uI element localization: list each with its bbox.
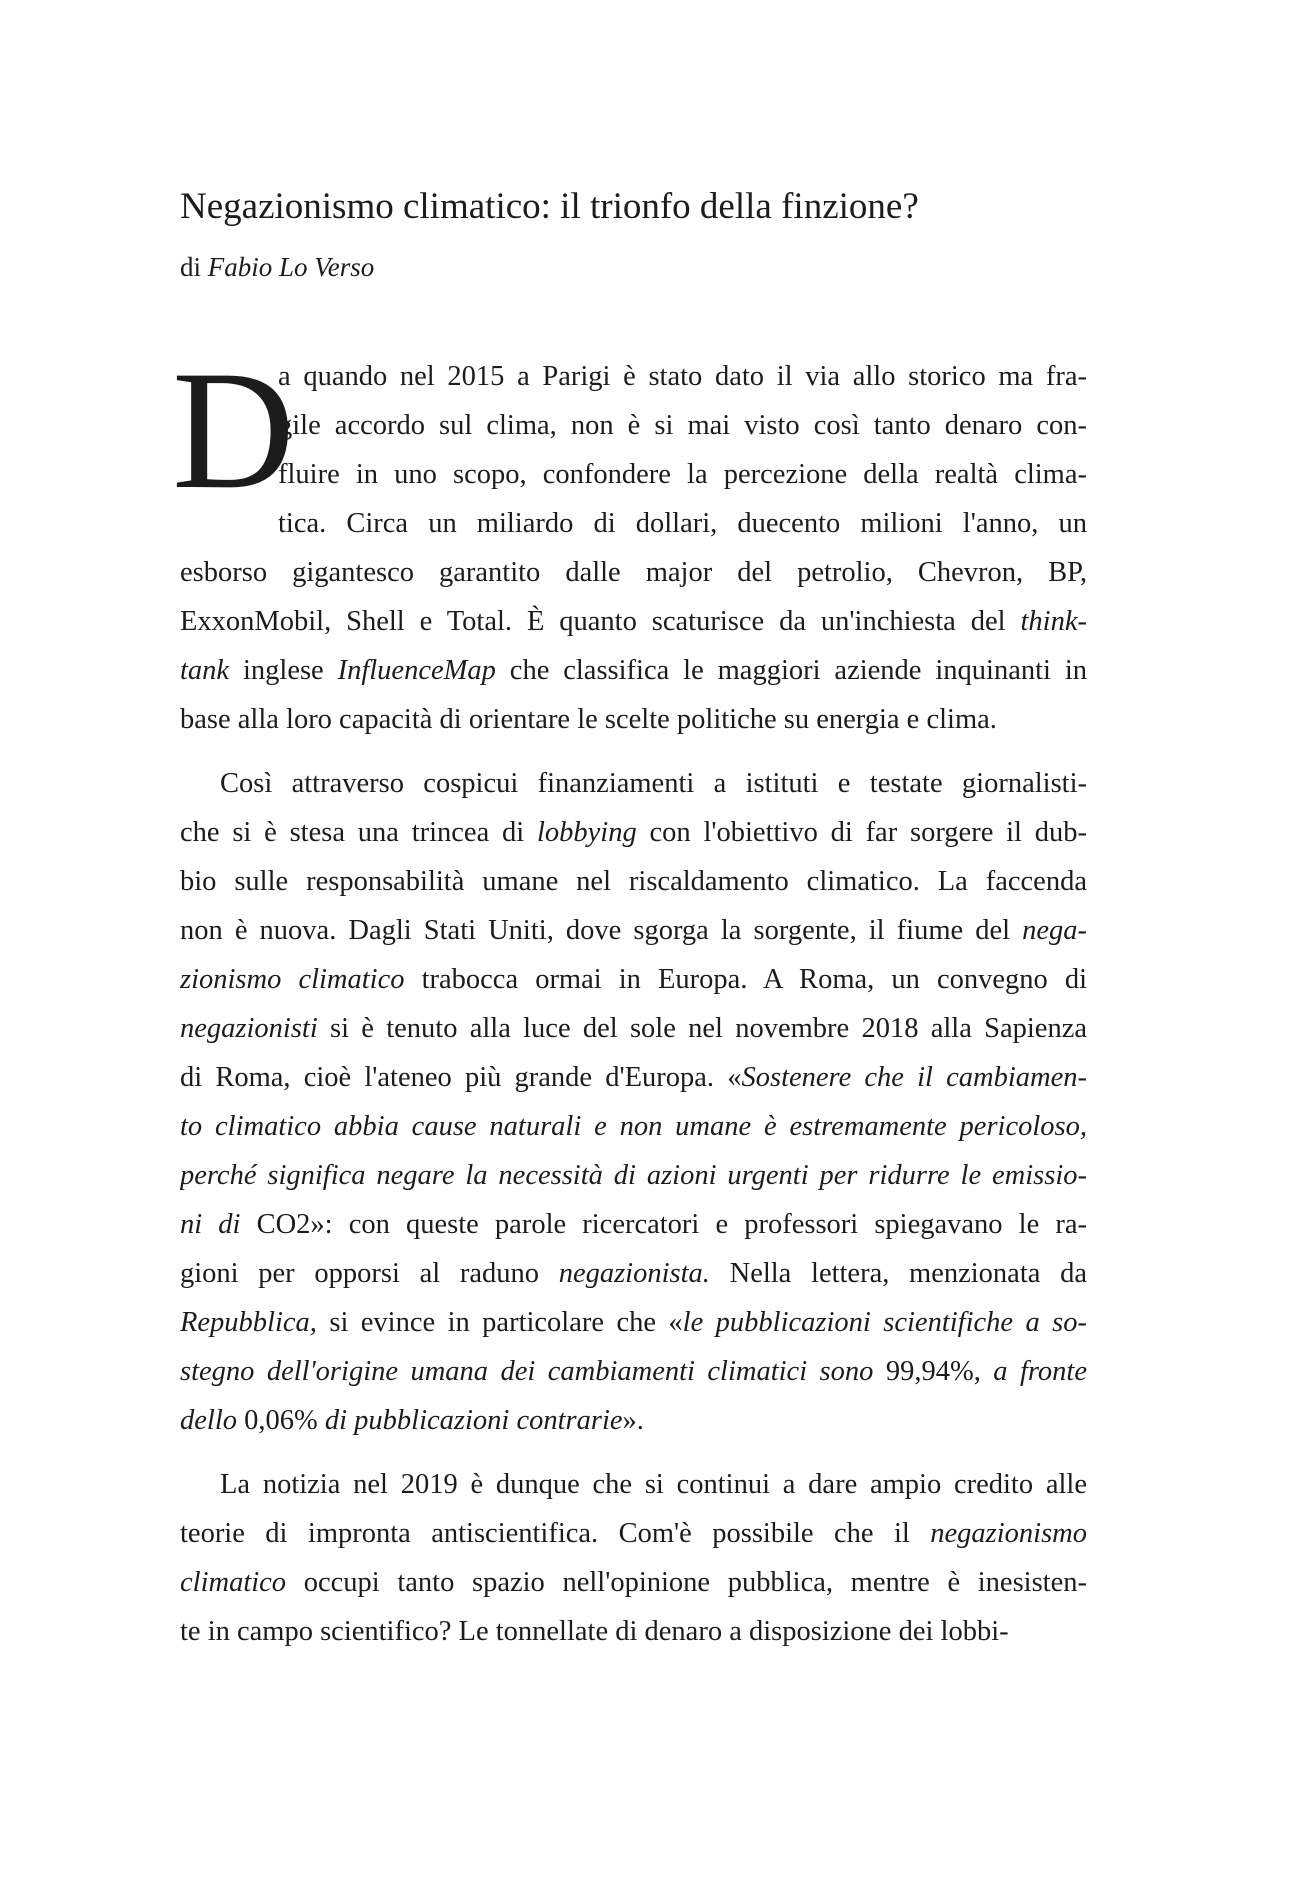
text-line: [180, 808, 1087, 857]
text-run: che si è stesa una trincea di: [180, 817, 537, 848]
italic-run: think-: [1020, 606, 1087, 637]
text-line: [278, 401, 1087, 450]
text-run: a quando nel 2015 a Parigi è stato dato il via allo storico ma fra-: [278, 361, 1087, 392]
drop-cap: D: [172, 336, 295, 524]
text-line: [180, 1249, 1087, 1298]
italic-run: stegno dell'origine umana dei cambiamenti climatici sono: [180, 1356, 874, 1387]
text-line: [278, 499, 1087, 548]
text-line: [180, 1509, 1087, 1558]
text-line: [180, 1200, 1087, 1249]
author-name: Fabio Lo Verso: [207, 252, 375, 282]
text-run: base alla loro capacità di orientare le scelte politiche su energia e clima.: [180, 704, 997, 735]
text-line: [180, 597, 1087, 646]
italic-run: climatico: [180, 1567, 287, 1598]
text-run: non è nuova. Dagli Stati Uniti, dove sgorga la sorgente, il fiume del: [180, 915, 1023, 946]
italic-run: Repubblica,: [180, 1307, 317, 1338]
text-run: teorie di impronta antiscientifica. Com'è possibile che il: [180, 1518, 931, 1549]
text-line: [278, 450, 1087, 499]
text-run: 99,94%,: [873, 1356, 994, 1387]
text-line: [180, 1558, 1087, 1607]
text-run: occupi tanto spazio nell'opinione pubblica, mentre è inesisten-: [286, 1567, 1087, 1598]
italic-run: tank: [180, 655, 230, 686]
italic-run: negazionista.: [558, 1258, 710, 1289]
text-run: ».: [622, 1405, 644, 1436]
text-line: [180, 1053, 1087, 1102]
italic-run: Sostenere che il cambiamen-: [741, 1062, 1087, 1093]
text-line: [180, 1298, 1087, 1347]
text-run: con l'obiettivo di far sorgere il dub-: [636, 817, 1087, 848]
text-run: si evince in particolare che «: [316, 1307, 683, 1338]
italic-run: negazionisti: [180, 1013, 318, 1044]
text-line: [180, 857, 1087, 906]
text-run: di Roma, cioè l'ateneo più grande d'Europa. «: [180, 1062, 742, 1093]
paragraph-gap: [180, 744, 1087, 759]
text-run: Così attraverso cospicui finanziamenti a istituti e testate giornalisti-: [220, 768, 1087, 799]
paragraph: [180, 1460, 1087, 1656]
text-run: inglese: [229, 655, 338, 686]
italic-run: lobbying: [536, 817, 637, 848]
text-line: [180, 955, 1087, 1004]
text-line: [180, 548, 1087, 597]
italic-run: zionismo climatico: [180, 964, 405, 995]
text-line: [180, 1102, 1087, 1151]
italic-run: ni di: [180, 1209, 241, 1240]
text-line: [180, 1396, 1087, 1445]
italic-run: le pubblicazioni scientifiche a so-: [682, 1307, 1087, 1338]
text-run: che classifica le maggiori aziende inquinanti in: [495, 655, 1087, 686]
byline-prefix: di: [180, 252, 208, 282]
italic-run: InfluenceMap: [337, 655, 496, 686]
text-line: [278, 352, 1087, 401]
italic-run: a fronte: [993, 1356, 1087, 1387]
text-run: gile accordo sul clima, non è si mai visto così tanto denaro con-: [278, 410, 1087, 441]
text-line: [180, 759, 1087, 808]
paragraph: [180, 352, 1087, 744]
italic-run: to climatico abbia cause naturali e non umane è estremamente pericoloso,: [180, 1111, 1087, 1142]
italic-run: di pubblicazioni contrarie: [324, 1405, 623, 1436]
text-line: [180, 1151, 1087, 1200]
text-run: tica. Circa un miliardo di dollari, duecento milioni l'anno, un: [278, 508, 1087, 539]
paragraph-gap: [180, 1445, 1087, 1460]
text-line: [180, 1347, 1087, 1396]
text-run: te in campo scientifico? Le tonnellate di denaro a disposizione dei lobbi-: [180, 1616, 1009, 1647]
text-line: [180, 695, 1087, 744]
italic-run: dello: [180, 1405, 237, 1436]
text-run: La notizia nel 2019 è dunque che si continui a dare ampio credito alle: [220, 1469, 1087, 1500]
article-title: Negazionismo climatico: il trionfo della finzione?: [180, 186, 919, 227]
text-line: [180, 1004, 1087, 1053]
text-run: trabocca ormai in Europa. A Roma, un convegno di: [404, 964, 1087, 995]
article-body: [180, 352, 1087, 1656]
text-run: 0,06%: [237, 1405, 325, 1436]
text-run: fluire in uno scopo, confondere la percezione della realtà clima-: [278, 459, 1087, 490]
text-run: gioni per opporsi al raduno: [180, 1258, 559, 1289]
text-run: si è tenuto alla luce del sole nel novembre 2018 alla Sapienza: [317, 1013, 1087, 1044]
text-line: [180, 646, 1087, 695]
paragraph: [180, 759, 1087, 1445]
text-line: [180, 1460, 1087, 1509]
text-run: Nella lettera, menzionata da: [709, 1258, 1087, 1289]
text-run: CO2»: con queste parole ricercatori e professori spiegavano le ra-: [240, 1209, 1087, 1240]
text-run: bio sulle responsabilità umane nel riscaldamento climatico. La faccenda: [180, 866, 1087, 897]
text-run: ExxonMobil, Shell e Total. È quanto scaturisce da un'inchiesta del: [180, 606, 1021, 637]
italic-run: nega-: [1022, 915, 1087, 946]
byline: [180, 250, 374, 284]
italic-run: perché significa negare la necessità di azioni urgenti per ridurre le emissio-: [180, 1160, 1087, 1191]
text-run: esborso gigantesco garantito dalle major del petrolio, Chevron, BP,: [180, 557, 1087, 588]
text-line: [180, 906, 1087, 955]
text-line: [180, 1607, 1087, 1656]
italic-run: negazionismo: [930, 1518, 1087, 1549]
